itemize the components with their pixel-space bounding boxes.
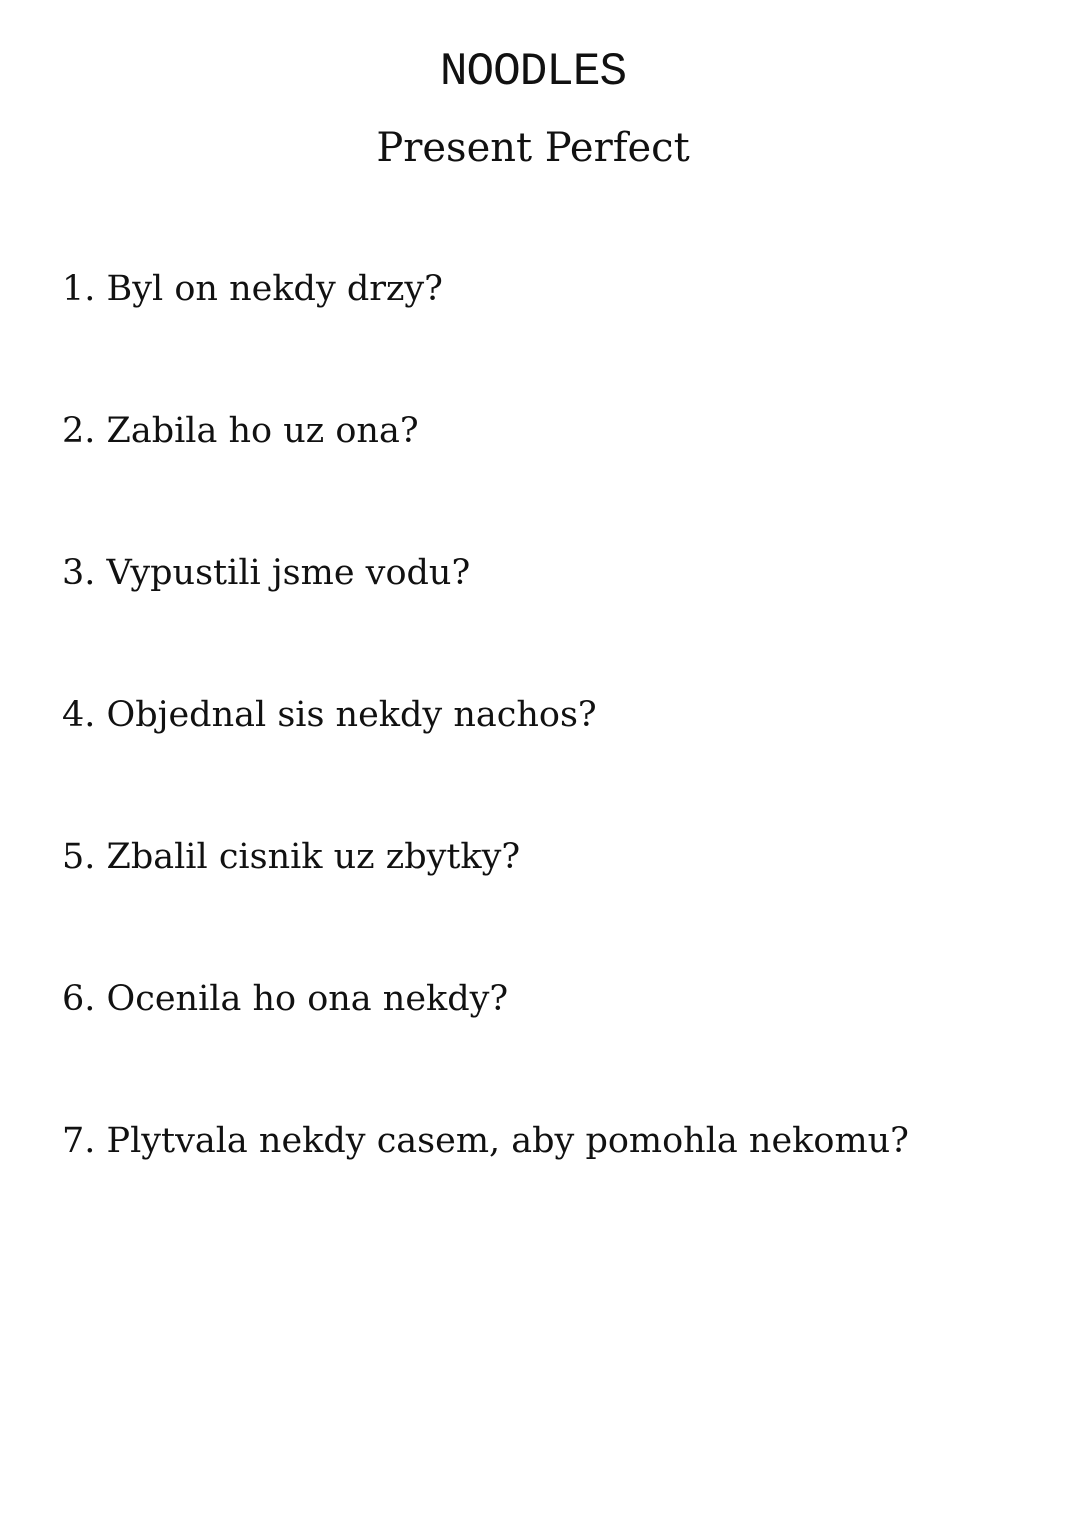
page-subtitle: Present Perfect	[376, 125, 690, 171]
question-item-2: 2. Zabila ho uz ona?	[62, 411, 419, 451]
page-title: NOODLES	[439, 46, 627, 98]
question-item-7: 7. Plytvala nekdy casem, aby pomohla nekomu?	[62, 1121, 909, 1161]
question-item-4: 4. Objednal sis nekdy nachos?	[62, 695, 597, 735]
question-list	[62, 264, 909, 1258]
question-item-3: 3. Vypustili jsme vodu?	[62, 553, 471, 593]
question-item-5: 5. Zbalil cisnik uz zbytky?	[62, 837, 521, 877]
question-item-1: 1. Byl on nekdy drzy?	[62, 269, 443, 309]
question-item-6: 6. Ocenila ho ona nekdy?	[62, 979, 509, 1019]
